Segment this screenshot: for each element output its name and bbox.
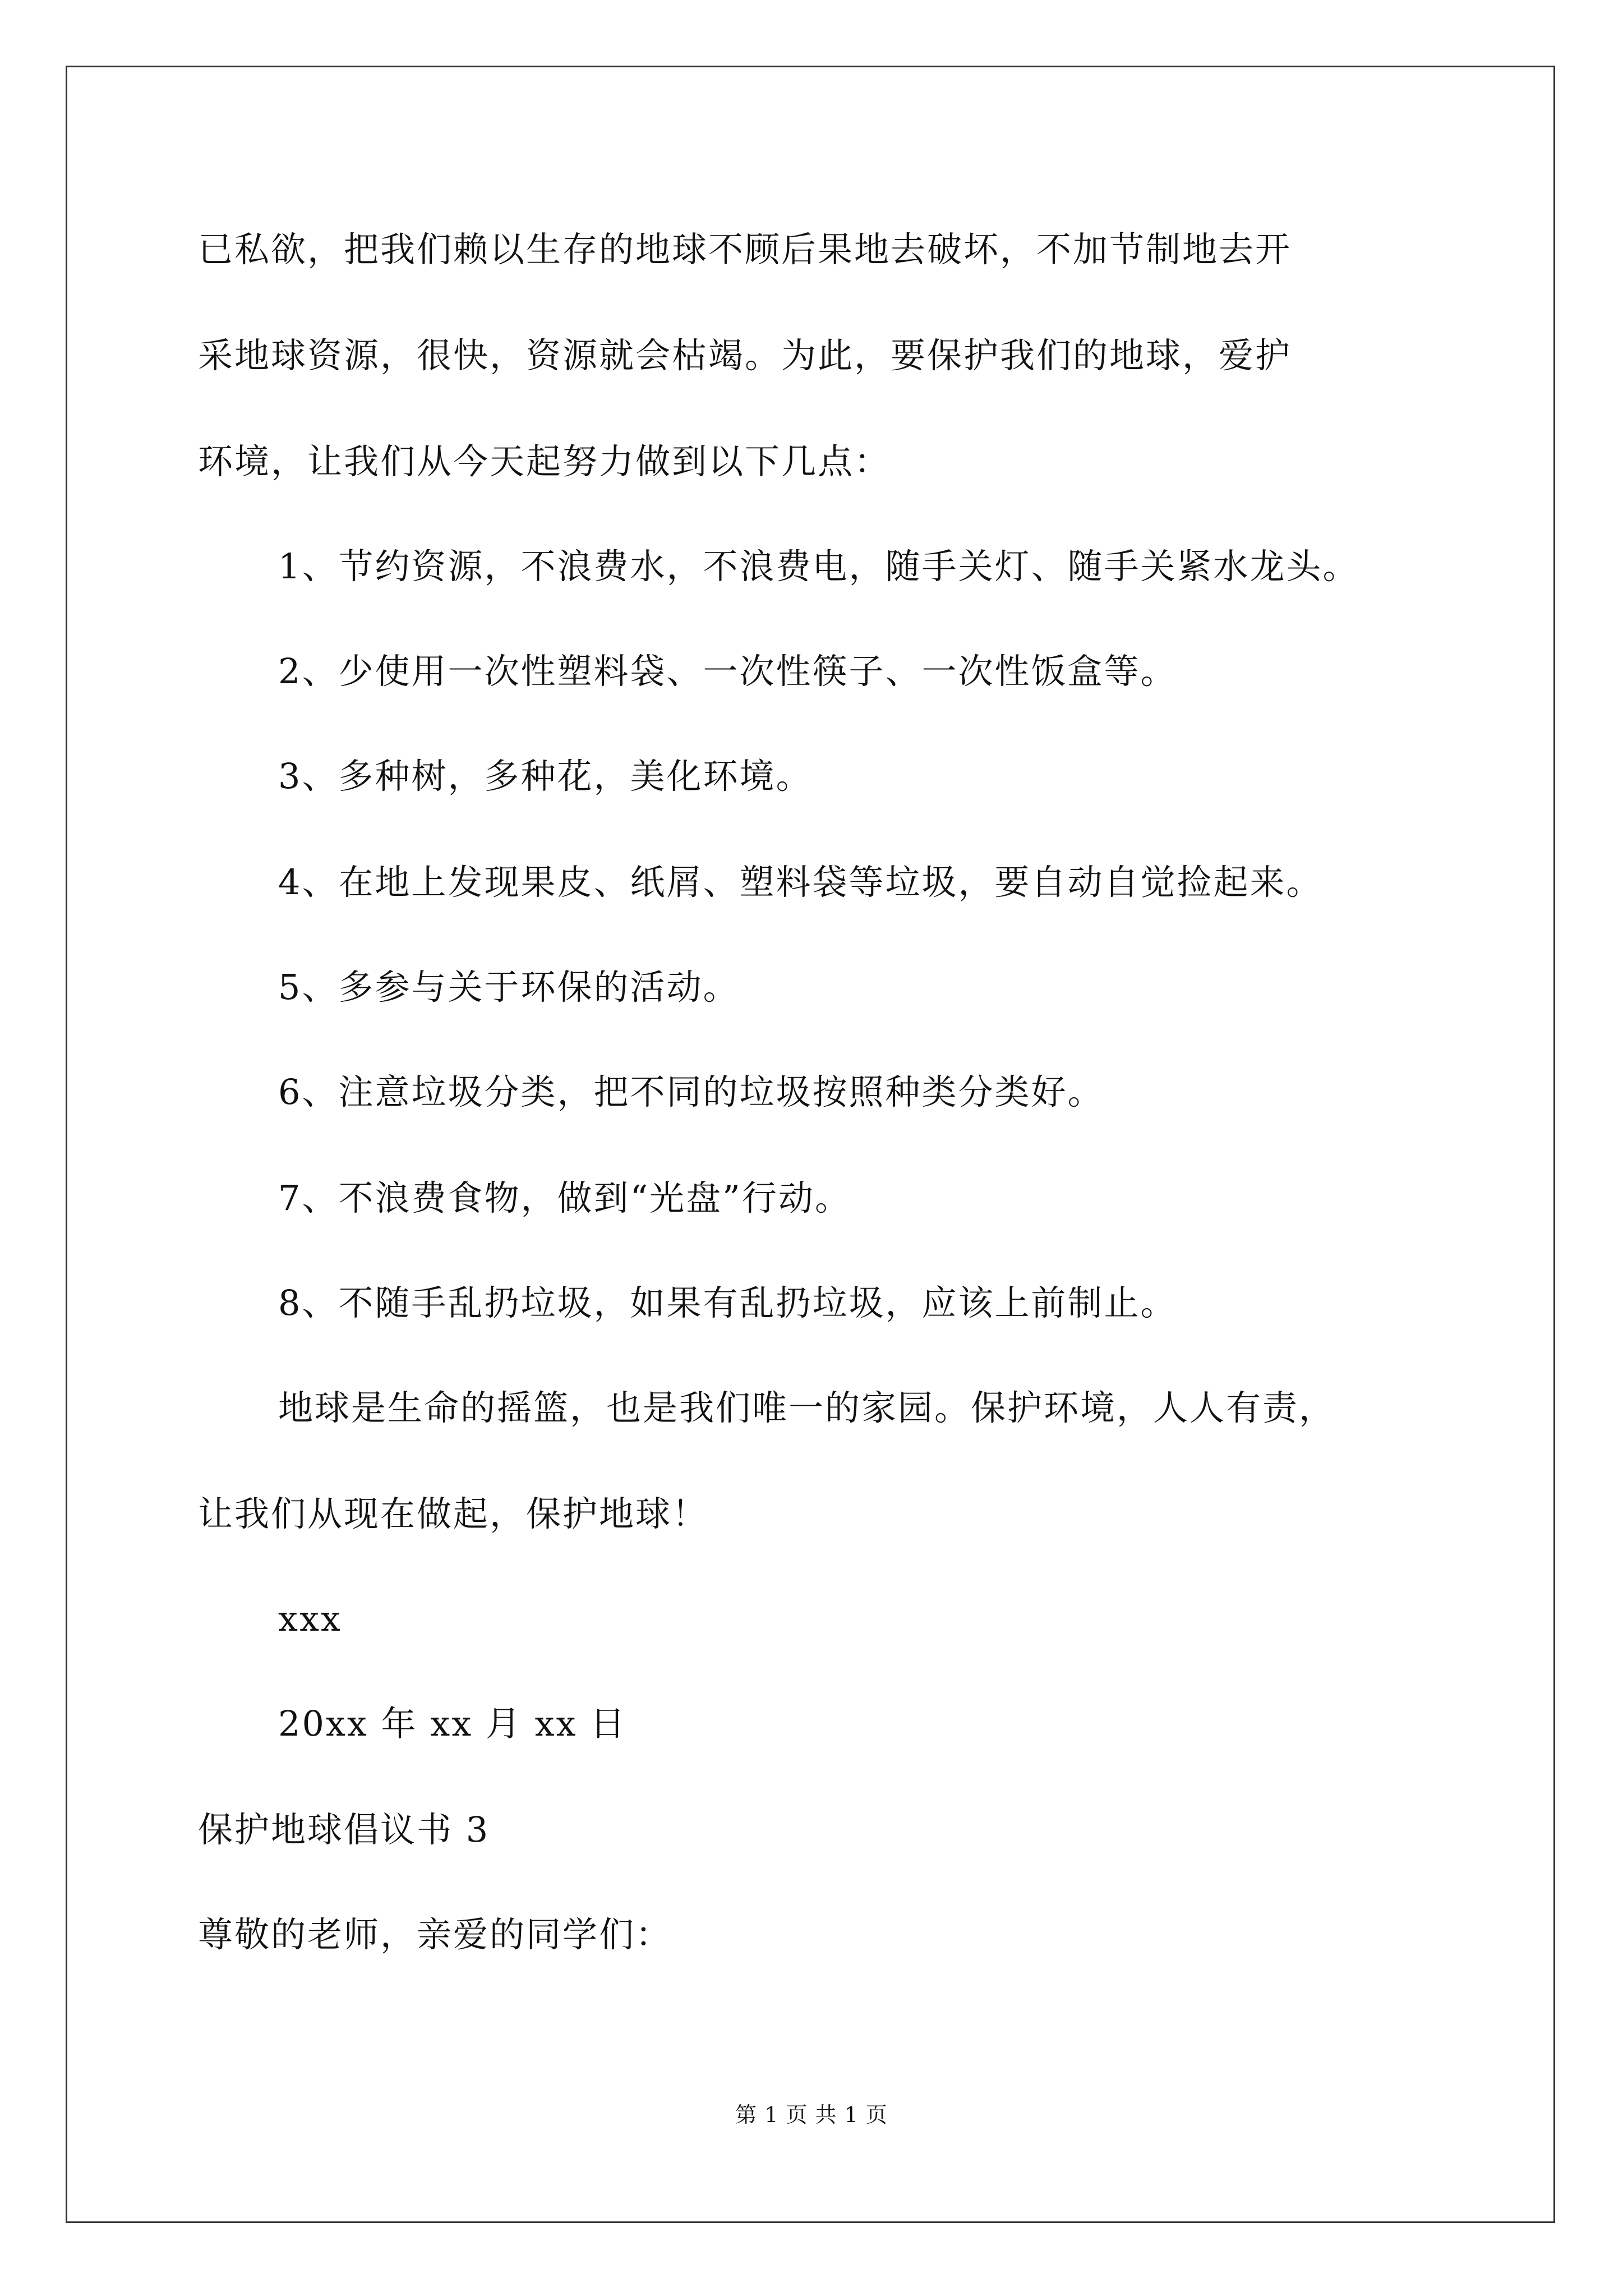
list-item: 3、多种树，多种花，美化环境。 bbox=[278, 756, 813, 797]
list-item: 8、不随手乱扔垃圾，如果有乱扔垃圾，应该上前制止。 bbox=[278, 1282, 1177, 1323]
paragraph-line: 环境，让我们从今天起努力做到以下几点： bbox=[198, 441, 891, 482]
salutation: 尊敬的老师，亲爱的同学们： bbox=[198, 1914, 672, 1955]
section-title: 保护地球倡议书 3 bbox=[198, 1809, 490, 1850]
paragraph-line: 地球是生命的摇篮，也是我们唯一的家园。保护环境，人人有责， bbox=[278, 1387, 1336, 1428]
list-item: 7、不浪费食物，做到“光盘”行动。 bbox=[278, 1177, 851, 1218]
signature: xxx bbox=[278, 1598, 342, 1639]
list-item: 1、节约资源，不浪费水，不浪费电，随手关灯、随手关紧水龙头。 bbox=[278, 546, 1359, 587]
list-item: 4、在地上发现果皮、纸屑、塑料袋等垃圾，要自动自觉捡起来。 bbox=[278, 862, 1323, 903]
paragraph-line: 已私欲，把我们赖以生存的地球不顾后果地去破坏，不加节制地去开 bbox=[198, 229, 1292, 270]
list-item: 5、多参与关于环保的活动。 bbox=[278, 967, 740, 1007]
page-footer: 第 1 页 共 1 页 bbox=[735, 2102, 888, 2127]
list-item: 2、少使用一次性塑料袋、一次性筷子、一次性饭盒等。 bbox=[278, 651, 1177, 692]
list-item: 6、注意垃圾分类，把不同的垃圾按照种类分类好。 bbox=[278, 1071, 1104, 1112]
date: 20xx 年 xx 月 xx 日 bbox=[278, 1703, 627, 1744]
paragraph-line: 采地球资源，很快，资源就会枯竭。为此，要保护我们的地球，爱护 bbox=[198, 335, 1292, 376]
page-border bbox=[66, 66, 1555, 2223]
paragraph-line: 让我们从现在做起，保护地球！ bbox=[198, 1493, 709, 1534]
